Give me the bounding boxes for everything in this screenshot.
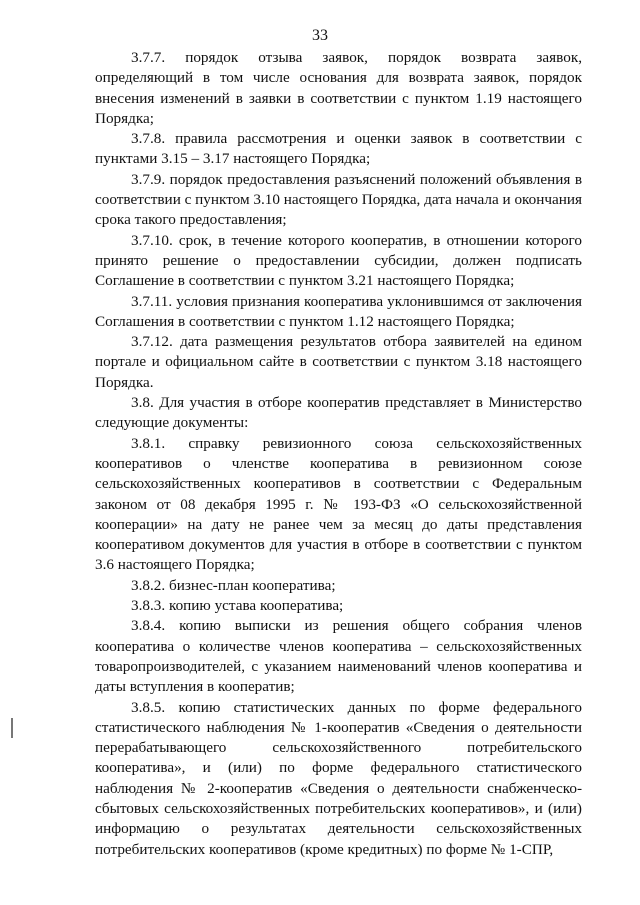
paragraph-3-7-9: 3.7.9. порядок предоставления разъяснений положений объявления в соответствии с пунктом 3.10 настоящего Порядка, дата начала и окончания срока такого предоставления; xyxy=(95,170,582,229)
paragraph-3-8-1: 3.8.1. справку ревизионного союза сельскохозяйственных кооперативов о членстве кооператива в ревизионном союзе сельскохозяйственных кооперативов в соответствии с Федеральным законом от 08 декабря 1995 г. № 193-ФЗ «О сельскохозяйственной кооперации» на дату не ранее чем за месяц до даты представления кооперативом документов для участия в отборе в соответствии с пунктом 3.6 настоящего Порядка; xyxy=(95,434,582,574)
paragraph-3-8-2: 3.8.2. бизнес-план кооператива; xyxy=(131,576,336,594)
margin-mark xyxy=(11,718,13,738)
paragraph-3-7-12: 3.7.12. дата размещения результатов отбора заявителей на едином портале и официальном сайте в соответствии с пунктом 3.18 настоящего Порядка. xyxy=(95,333,582,391)
paragraph-3-8-5: 3.8.5. копию статистических данных по форме федерального статистического наблюдения № 1-кооператив «Сведения о деятельности перерабатывающего сельскохозяйственного потребительского кооператива», и (или) по форме федерального статистического наблюдения № 2-кооператив «Сведения о деятельности снабженческо-сбытовых сельскохозяйственных потребительских кооперативов», и (или) информацию о результатах деятельности сельскохозяйственных потребительских кооперативов (кроме кредитных) по форме № 1-СПР, xyxy=(95,698,582,858)
document-body xyxy=(95,48,582,860)
paragraph-3-7-7: 3.7.7. порядок отзыва заявок, порядок возврата заявок, определяющий в том числе основания для возврата заявок, порядок внесения изменений в заявки в соответствии с пунктом 1.19 настоящего Порядка; xyxy=(95,49,582,127)
paragraph-3-8-3: 3.8.3. копию устава кооператива; xyxy=(131,597,344,615)
paragraph-3-8: 3.8. Для участия в отборе кооператив представляет в Министерство следующие документы: xyxy=(95,394,582,432)
paragraph-3-8-4: 3.8.4. копию выписки из решения общего собрания членов кооператива о количестве членов кооператива – сельскохозяйственных товаропроизводителей, с указанием наименований членов кооператива и даты вступления в кооператив; xyxy=(95,617,582,696)
page-number: 33 xyxy=(312,27,328,44)
paragraph-3-7-10: 3.7.10. срок, в течение которого кооператив, в отношении которого принято решение о предоставлении субсидии, должен подписать Соглашение в соответствии с пунктом 3.21 настоящего Порядка; xyxy=(95,231,582,290)
paragraph-3-7-11: 3.7.11. условия признания кооператива уклонившимся от заключения Соглашения в соответствии с пунктом 1.12 настоящего Порядка; xyxy=(95,292,582,330)
paragraph-3-7-8: 3.7.8. правила рассмотрения и оценки заявок в соответствии с пунктами 3.15 – 3.17 настоящего Порядка; xyxy=(95,130,582,168)
